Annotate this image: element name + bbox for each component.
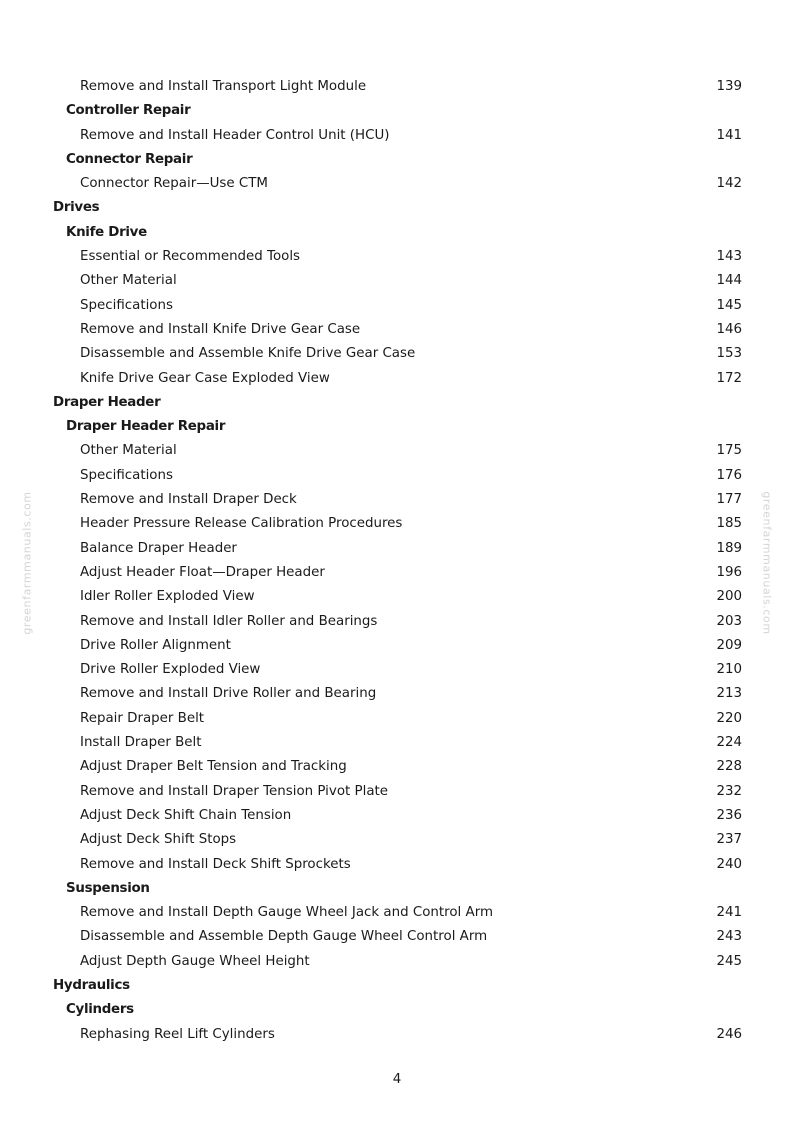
watermark-right: greenfarmmanuals.com [760,491,774,635]
toc-entry[interactable] [0,318,794,342]
toc-entry[interactable] [0,804,794,828]
toc-entry-title: Specifications [80,467,173,483]
table-of-contents [0,75,794,1047]
toc-entry-page-number: 144 [716,273,742,289]
toc-entry[interactable] [0,367,794,391]
toc-entry-page-number: 232 [716,783,742,799]
toc-section-heading[interactable] [0,974,794,998]
toc-entry-title: Cylinders [66,1002,134,1018]
toc-entry[interactable] [0,585,794,609]
toc-entry-title: Adjust Draper Belt Tension and Tracking [80,759,347,775]
toc-entry[interactable] [0,610,794,634]
toc-entry[interactable] [0,561,794,585]
toc-entry-title: Install Draper Belt [80,735,202,751]
toc-entry-page-number: 185 [716,516,742,532]
toc-entry-page-number: 236 [716,807,742,823]
toc-section-heading[interactable] [0,196,794,220]
toc-entry[interactable] [0,1023,794,1047]
toc-entry[interactable] [0,901,794,925]
toc-entry-page-number: 224 [716,735,742,751]
toc-entry[interactable] [0,269,794,293]
toc-entry-title: Draper Header [53,394,161,410]
toc-entry-page-number: 203 [716,613,742,629]
toc-entry-page-number: 243 [716,929,742,945]
toc-entry-page-number: 209 [716,637,742,653]
toc-entry-title: Controller Repair [66,103,191,119]
toc-entry-title: Remove and Install Header Control Unit (HCU) [80,127,390,143]
toc-entry[interactable] [0,537,794,561]
toc-entry-page-number: 175 [716,443,742,459]
toc-entry[interactable] [0,707,794,731]
toc-entry[interactable] [0,439,794,463]
toc-entry[interactable] [0,731,794,755]
toc-entry-title: Adjust Depth Gauge Wheel Height [80,953,310,969]
toc-entry-page-number: 145 [716,297,742,313]
toc-entry-title: Remove and Install Idler Roller and Bearings [80,613,378,629]
toc-entry-title: Knife Drive [66,224,147,240]
toc-entry-title: Repair Draper Belt [80,710,205,726]
watermark-left: greenfarmmanuals.com [20,491,34,635]
toc-entry-page-number: 153 [716,346,742,362]
toc-entry-title: Adjust Deck Shift Chain Tension [80,807,292,823]
toc-entry-title: Suspension [66,880,150,896]
toc-entry-title: Specifications [80,297,173,313]
toc-entry[interactable] [0,755,794,779]
toc-entry-title: Draper Header Repair [66,419,226,435]
toc-entry-title: Remove and Install Knife Drive Gear Case [80,321,361,337]
toc-entry-title: Header Pressure Release Calibration Procedures [80,516,403,532]
toc-entry-title: Other Material [80,273,177,289]
toc-entry-title: Adjust Header Float—Draper Header [80,564,325,580]
toc-entry[interactable] [0,853,794,877]
toc-entry-page-number: 200 [716,589,742,605]
toc-entry-title: Idler Roller Exploded View [80,589,255,605]
toc-entry-title: Drives [53,200,100,216]
toc-entry-title: Connector Repair—Use CTM [80,176,268,192]
toc-entry-page-number: 189 [716,540,742,556]
toc-entry-page-number: 139 [716,79,742,94]
toc-entry-page-number: 245 [716,953,742,969]
toc-entry[interactable] [0,124,794,148]
toc-entry[interactable] [0,172,794,196]
toc-entry[interactable] [0,682,794,706]
toc-entry-title: Drive Roller Alignment [80,637,231,653]
toc-entry-title: Balance Draper Header [80,540,237,556]
toc-entry-title: Essential or Recommended Tools [80,249,301,265]
toc-entry-page-number: 210 [716,662,742,678]
toc-entry[interactable] [0,245,794,269]
toc-entry[interactable] [0,828,794,852]
toc-entry[interactable] [0,780,794,804]
toc-entry[interactable] [0,512,794,536]
toc-entry-title: Rephasing Reel Lift Cylinders [80,1026,275,1042]
toc-section-heading[interactable] [0,99,794,123]
toc-entry-page-number: 142 [716,176,742,192]
toc-entry-title: Remove and Install Draper Deck [80,492,297,508]
toc-entry[interactable] [0,75,794,99]
toc-section-heading[interactable] [0,415,794,439]
toc-entry-title: Remove and Install Transport Light Module [80,79,367,94]
toc-entry-title: Hydraulics [53,977,130,993]
toc-entry-page-number: 141 [716,127,742,143]
toc-entry-title: Adjust Deck Shift Stops [80,832,237,848]
toc-entry-title: Knife Drive Gear Case Exploded View [80,370,330,386]
page-number: 4 [392,1072,402,1087]
toc-entry-page-number: 246 [716,1026,742,1042]
toc-entry-page-number: 240 [716,856,742,872]
toc-entry-page-number: 177 [716,492,742,508]
toc-entry-page-number: 172 [716,370,742,386]
toc-entry[interactable] [0,658,794,682]
toc-entry[interactable] [0,342,794,366]
toc-entry-page-number: 241 [716,905,742,921]
toc-entry-title: Other Material [80,443,177,459]
toc-entry-page-number: 228 [716,759,742,775]
toc-entry-page-number: 220 [716,710,742,726]
toc-entry[interactable] [0,488,794,512]
toc-entry-page-number: 196 [716,564,742,580]
toc-entry-page-number: 237 [716,832,742,848]
toc-entry-page-number: 143 [716,249,742,265]
toc-entry-page-number: 146 [716,321,742,337]
toc-section-heading[interactable] [0,221,794,245]
toc-section-heading[interactable] [0,148,794,172]
toc-entry-page-number: 176 [716,467,742,483]
toc-entry-title: Connector Repair [66,151,193,167]
toc-section-heading[interactable] [0,877,794,901]
toc-entry-page-number: 213 [716,686,742,702]
toc-section-heading[interactable] [0,998,794,1022]
toc-entry-title: Remove and Install Deck Shift Sprockets [80,856,351,872]
toc-entry-title: Disassemble and Assemble Knife Drive Gear Case [80,346,416,362]
toc-entry[interactable] [0,294,794,318]
toc-entry[interactable] [0,634,794,658]
toc-entry-title: Remove and Install Draper Tension Pivot Plate [80,783,389,799]
toc-entry-title: Remove and Install Depth Gauge Wheel Jack and Control Arm [80,905,494,921]
toc-entry-title: Remove and Install Drive Roller and Bearing [80,686,377,702]
toc-entry[interactable] [0,464,794,488]
toc-entry-title: Disassemble and Assemble Depth Gauge Wheel Control Arm [80,929,488,945]
toc-section-heading[interactable] [0,391,794,415]
toc-entry-title: Drive Roller Exploded View [80,662,261,678]
toc-entry[interactable] [0,950,794,974]
toc-entry[interactable] [0,925,794,949]
